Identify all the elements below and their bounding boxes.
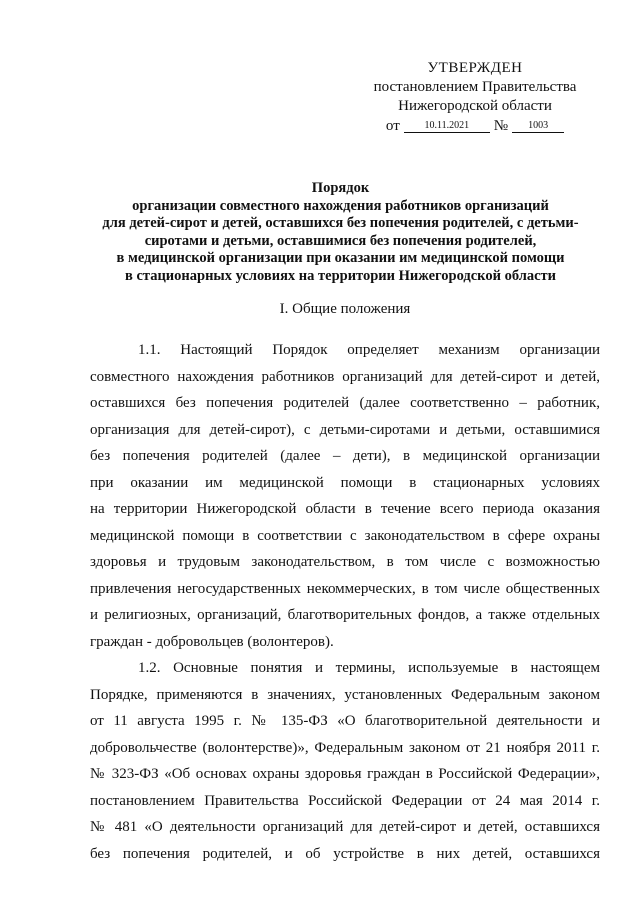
paragraph-line: оставшихся без попечения родителей (далее соответственно – работник, [90,395,600,411]
paragraph-line: от 11 августа 1995 г. № 135-ФЗ «О благотворительной деятельности и [90,713,600,729]
paragraph-line: 1.1. Настоящий Порядок определяет механизм организации [138,342,600,358]
document-title [78,180,603,286]
approval-line-1: постановлением Правительства [373,79,577,95]
title-line: в медицинской организации при оказании им медицинской помощи [116,250,565,267]
paragraph-line: медицинской помощи в соответствии с законодательством в сфере охраны [90,527,600,544]
paragraph-line: без попечения родителей (далее – дети), в медицинской организации [90,448,600,464]
paragraph-line: совместного нахождения работников организаций для детей-сирот и детей, [90,368,600,385]
title-line: для детей-сирот и детей, оставшихся без попечения родителей, с детьми- [102,215,579,232]
paragraph-line: при оказании им медицинской помощи в стационарных условиях [90,474,600,491]
approval-number: 1003 [512,120,564,133]
paragraph-line: постановлением Правительства Российской Федерации от 24 мая 2014 г. [90,792,600,809]
paragraph-line: добровольчестве (волонтерстве)», Федеральным законом от 21 ноября 2011 г. [90,739,600,756]
approval-stamp [370,59,580,136]
approval-date-line [370,117,580,136]
title-line: организации совместного нахождения работников организаций [132,197,549,214]
title-line: Порядок [311,180,370,196]
title-line: в стационарных условиях на территории Нижегородской области [125,267,556,284]
approval-line-2: Нижегородской области [398,98,552,114]
paragraph-line: здоровья и трудовым законодательством, в том числе с возможностью [90,554,600,570]
paragraph-line: на территории Нижегородской области в течение всего периода оказания [90,501,600,517]
paragraph-line: привлечения негосударственных некоммерческих, в том числе общественных [90,580,600,597]
paragraph-line: № 481 «О деятельности организаций для детей-сирот и детей, оставшихся [90,819,600,835]
section-heading: I. Общие положения [279,301,411,317]
document-body [90,337,600,867]
approval-number-label: № [493,118,509,134]
title-line: сиротами и детьми, оставшимися без попечения родителей, [144,232,537,249]
paragraph-line: № 323-ФЗ «Об основах охраны здоровья граждан в Российской Федерации», [90,766,600,782]
paragraph-line: 1.2. Основные понятия и термины, используемые в настоящем [138,660,600,676]
paragraph-line: организация для детей-сирот), с детьми-сиротами и детьми, оставшимися [90,421,600,438]
approval-from-label: от [385,118,400,134]
paragraph-line: без попечения родителей, и об устройстве в них детей, оставшихся [90,845,600,862]
approval-title: УТВЕРЖДЕН [427,60,523,76]
paragraph-line: Порядке, применяются в значениях, установленных Федеральным законом [90,686,600,703]
paragraph-line: граждан - добровольцев (волонтеров). [90,633,334,650]
approval-date: 10.11.2021 [404,120,490,133]
paragraph-line: и религиозных, организаций, благотворительных фондов, а также отдельных [90,607,600,623]
